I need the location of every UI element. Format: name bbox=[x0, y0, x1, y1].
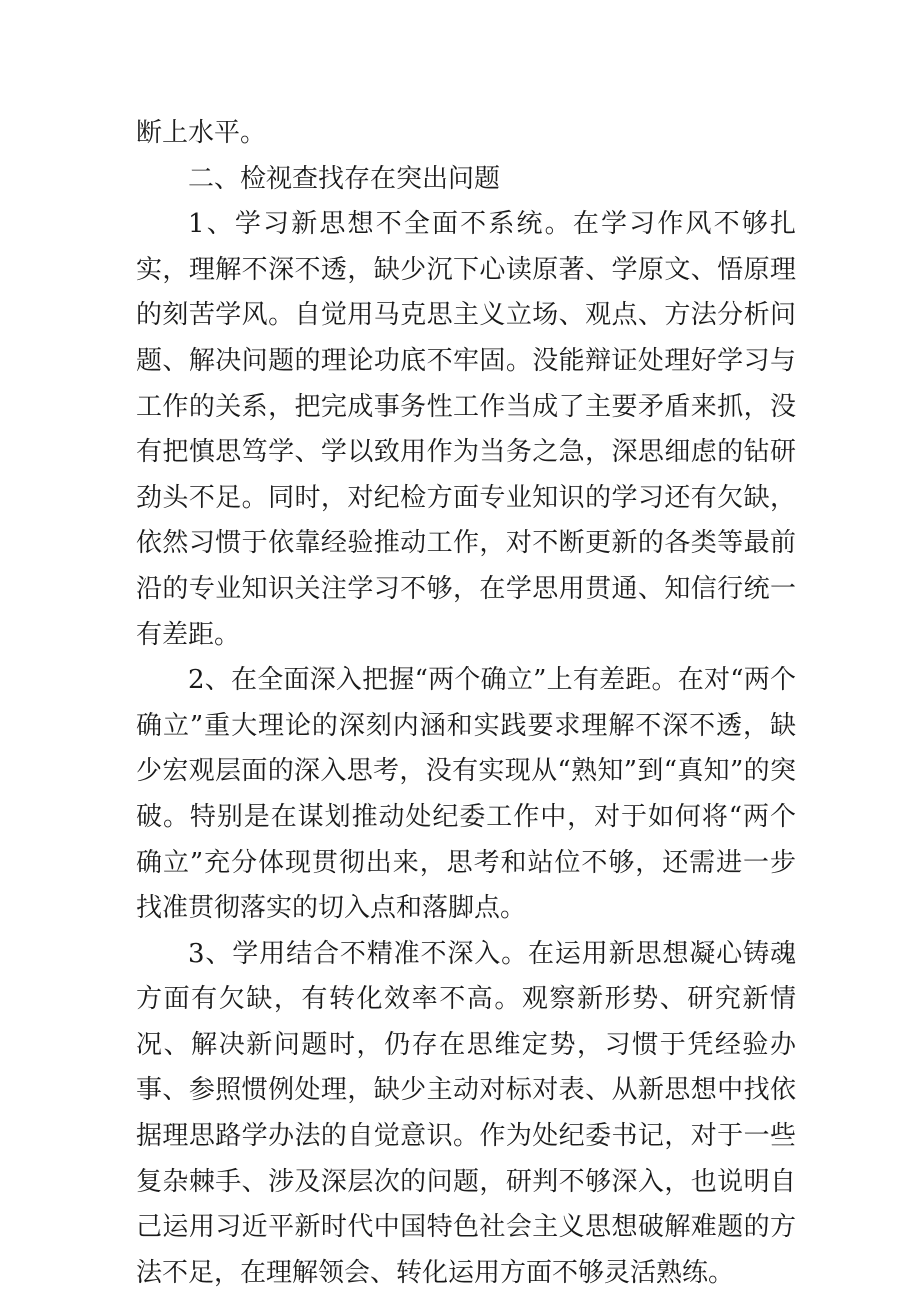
paragraph-item-2: 2、在全面深入把握“两个确立”上有差距。在对“两个确立”重大理论的深刻内涵和实践要求理解不深不透，缺少宏观层面的深入思考，没有实现从“熟知”到“真知”的突破。特别是在谋划推动处纪委工作中，对于如何将“两个确立”充分体现贯彻出来，思考和站位不够，还需进一步找准贯彻落实的切入点和落脚点。 bbox=[136, 665, 796, 924]
paragraph-item-3: 3、学用结合不精准不深入。在运用新思想凝心铸魂方面有欠缺，有转化效率不高。观察新形势、研究新情况、解决新问题时，仍存在思维定势，习惯于凭经验办事、参照惯例处理，缺少主动对标对表、从新思想中找依据理思路学办法的自觉意识。作为处纪委书记，对于一些复杂棘手、涉及深层次的问题，研判不够深入，也说明自己运用习近平新时代中国特色社会主义思想破解难题的方法不足，在理解领会、转化运用方面不够灵活熟练。 bbox=[136, 938, 796, 1288]
paragraph-item-1: 1、学习新思想不全面不系统。在学习作风不够扎实，理解不深不透，缺少沉下心读原著、学原文、悟原理的刻苦学风。自觉用马克思主义立场、观点、方法分析问题、解决问题的理论功底不牢固。没能辩证处理好学习与工作的关系，把完成事务性工作当成了主要矛盾来抓，没有把慎思笃学、学以致用作为当务之急，深思细虑的钻研劲头不足。同时，对纪检方面专业知识的学习还有欠缺，依然习惯于依靠经验推动工作，对不断更新的各类等最前沿的专业知识关注学习不够，在学思用贯通、知信行统一有差距。 bbox=[136, 209, 796, 650]
document-body bbox=[136, 111, 796, 1296]
paragraph-continuation: 断上水平。 bbox=[136, 118, 267, 148]
section-heading: 二、检视查找存在突出问题 bbox=[188, 163, 501, 194]
